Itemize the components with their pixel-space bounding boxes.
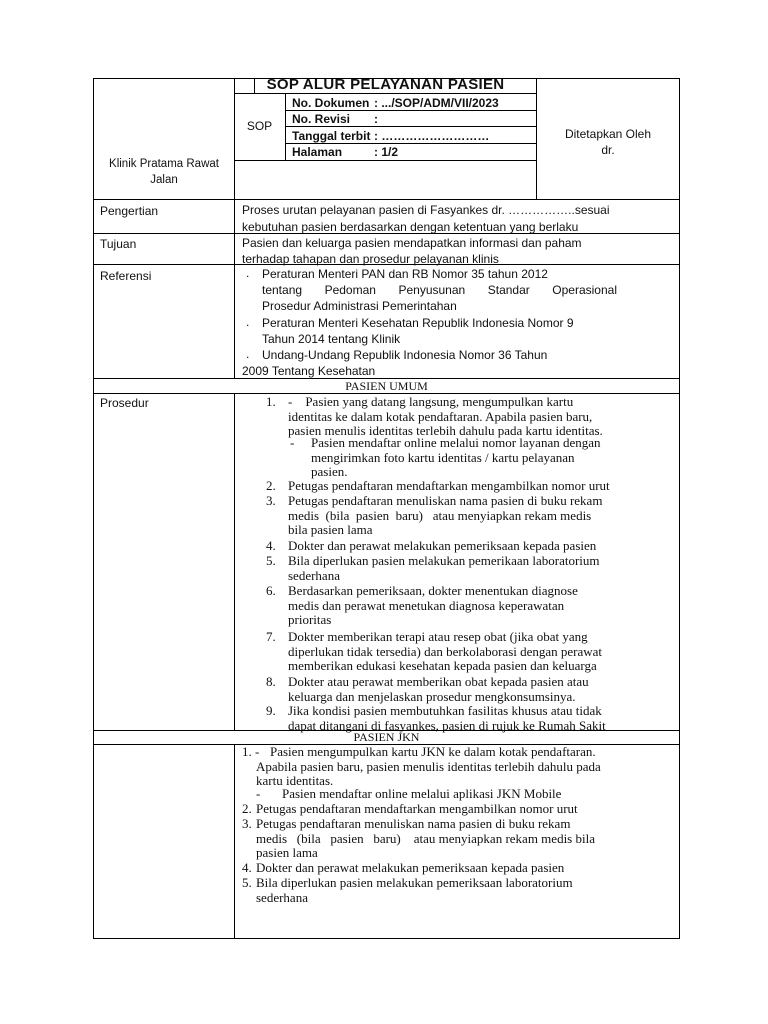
field-value-halaman: : 1/2 xyxy=(374,145,399,159)
umum-step-text: identitas ke dalam kotak pendaftaran. Apabila pasien baru, xyxy=(288,408,593,424)
umum-step-number: 9. xyxy=(266,703,276,718)
umum-step-text: Pasien mendaftar online melalui nomor layanan dengan xyxy=(311,435,601,450)
tujuan-label: Tujuan xyxy=(100,237,137,251)
referensi-item-1-line3: Prosedur Administrasi Pemerintahan xyxy=(262,299,457,313)
umum-step-number: 1. xyxy=(266,394,276,409)
umum-step-text: medis (bila pasien baru) atau menyiapkan rekam medis xyxy=(288,507,592,523)
umum-step-text: Jika kondisi pasien membutuhkan fasilitas khusus atau tidak xyxy=(288,703,602,718)
umum-step-text: medis dan perawat menetukan diagnosa keperawatan xyxy=(288,597,565,613)
tujuan-text-line1: Pasien dan keluarga pasien mendapatkan informasi dan paham xyxy=(242,236,582,250)
umum-step-number: 5. xyxy=(266,553,276,568)
umum-step-text: mengirimkan foto kartu identitas / kartu pelayanan xyxy=(311,449,575,465)
jkn-step-text: medis (bila pasien baru) atau menyiapkan rekam medis bila xyxy=(256,830,595,846)
umum-step-text: Petugas pendaftaran mendaftarkan mengambilkan nomor urut xyxy=(288,478,610,493)
field-value-tanggal-terbit: : ……………………… xyxy=(374,129,490,143)
umum-step-text: Dokter dan perawat melakukan pemeriksaan kepada pasien xyxy=(288,538,597,553)
referensi-bullet-1: . xyxy=(246,266,250,280)
field-value-no-dokumen: : .../SOP/ADM/VII/2023 xyxy=(374,96,499,110)
ditetapkan-dr: dr. xyxy=(601,143,615,157)
jkn-step-number: 2. xyxy=(242,801,252,816)
meta-grid-sop-divider xyxy=(285,93,286,161)
jkn-step-text: Apabila pasien baru, pasien menulis identitas terlebih dahulu pada xyxy=(256,758,601,774)
meta-grid-row1 xyxy=(285,110,537,111)
jkn-step-number: - xyxy=(256,786,261,801)
section-heading-pasien-umum: PASIEN UMUM xyxy=(345,379,428,393)
referensi-label: Referensi xyxy=(100,269,152,283)
referensi-item-1-line1: Peraturan Menteri PAN dan RB Nomor 35 tahun 2012 xyxy=(262,267,548,281)
umum-step-text: Petugas pendaftaran menuliskan nama pasien di buku rekam xyxy=(288,493,603,508)
column-divider-prosedur xyxy=(234,393,235,731)
umum-step-text: - Pasien yang datang langsung, mengumpulkan kartu xyxy=(288,394,574,409)
table-border-left xyxy=(93,78,94,939)
umum-step-text: keluarga dan menjelaskan prosedur mengkonsumsinya. xyxy=(288,688,576,704)
row-divider-header xyxy=(93,199,680,200)
pengertian-label: Pengertian xyxy=(100,204,159,218)
referensi-item-2-line1: Peraturan Menteri Kesehatan Republik Indonesia Nomor 9 xyxy=(262,316,574,330)
field-label-tanggal-terbit: Tanggal terbit xyxy=(292,129,371,143)
jkn-step-text: pasien lama xyxy=(256,845,318,861)
umum-step-number: 7. xyxy=(266,629,276,644)
referensi-bullet-3: . xyxy=(246,347,250,361)
meta-grid-row2 xyxy=(285,126,537,127)
umum-step-text: Berdasarkan pemeriksaan, dokter menentukan diagnose xyxy=(288,583,578,598)
jkn-step-number: 4. xyxy=(242,860,252,875)
field-label-no-dokumen: No. Dokumen xyxy=(292,96,370,110)
jkn-step-text: Petugas pendaftaran menuliskan nama pasien di buku rekam xyxy=(256,816,571,831)
ditetapkan-oleh: Ditetapkan Oleh xyxy=(564,127,652,141)
table-border-right xyxy=(679,78,680,939)
tujuan-text-line2: terhadap tahapan dan prosedur pelayanan klinis xyxy=(242,252,499,266)
referensi-item-1-line2: tentang Pedoman Penyusunan Standar Operasional xyxy=(262,283,617,297)
jkn-step-number: 5. xyxy=(242,875,252,890)
jkn-step-text: sederhana xyxy=(256,889,308,905)
umum-step-number: 8. xyxy=(266,674,276,689)
umum-step-number: 4. xyxy=(266,538,276,553)
umum-step-text: diperlukan tidak tersedia) dan berkolaborasi dengan perawat xyxy=(288,643,603,659)
umum-step-text: Bila diperlukan pasien melakukan pemerikaan laboratorium xyxy=(288,553,600,568)
referensi-item-2-line2: Tahun 2014 tentang Klinik xyxy=(262,332,401,346)
jkn-step-text: kartu identitas. xyxy=(256,773,334,789)
title-box-bottom xyxy=(234,93,537,94)
clinic-name-line2: Jalan xyxy=(150,174,178,186)
jkn-step-text: Dokter dan perawat melakukan pemeriksaan kepada pasien xyxy=(256,860,565,875)
referensi-item-3-line1: Undang-Undang Republik Indonesia Nomor 36 Tahun xyxy=(262,348,548,362)
jkn-step-number: 1. - xyxy=(242,744,260,759)
meta-grid-row3 xyxy=(285,143,537,144)
umum-step-number: 3. xyxy=(266,493,276,508)
jkn-step-text: Pasien mengumpulkan kartu JKN ke dalam kotak pendaftaran. xyxy=(270,744,596,759)
field-label-halaman: Halaman xyxy=(292,145,343,159)
jkn-step-text: Petugas pendaftaran mendaftarkan mengambilkan nomor urut xyxy=(256,801,578,816)
section-heading-pasien-jkn: PASIEN JKN xyxy=(353,730,420,744)
umum-step-text: dapat ditangani di fasyankes, pasien di rujuk ke Rumah Sakit xyxy=(288,717,606,733)
referensi-bullet-2: . xyxy=(246,315,250,329)
sop-label: SOP xyxy=(246,119,273,133)
jkn-step-number: 3. xyxy=(242,816,252,831)
umum-step-text: Dokter atau perawat memberikan obat kepada pasien atau xyxy=(288,674,589,689)
umum-step-text: bila pasien lama xyxy=(288,522,373,538)
meta-grid-bottom xyxy=(234,160,537,161)
umum-step-number: - xyxy=(290,435,295,450)
prosedur-label: Prosedur xyxy=(100,396,149,410)
umum-step-text: Dokter memberikan terapi atau resep obat (jika obat yang xyxy=(288,629,588,644)
referensi-item-3-line2: 2009 Tentang Kesehatan xyxy=(242,364,376,378)
pengertian-text-line2: kebutuhan pasien berdasarkan dengan ketentuan yang berlaku xyxy=(242,220,579,234)
column-divider-jkn xyxy=(234,744,235,939)
umum-step-number: 2. xyxy=(266,478,276,493)
umum-step-text: pasien. xyxy=(311,464,348,480)
umum-step-text: sederhana xyxy=(288,567,340,583)
clinic-name-line1: Klinik Pratama Rawat xyxy=(109,158,219,170)
umum-step-text: memberikan edukasi kesehatan kepada pasien dan keluarga xyxy=(288,658,597,674)
umum-step-text: prioritas xyxy=(288,612,332,628)
jkn-step-text: Bila diperlukan pasien melakukan pemeriksaan laboratorium xyxy=(256,875,573,890)
umum-step-text: pasien menulis identitas terlebih dahulu pada kartu identitas. xyxy=(288,423,603,439)
document-title: SOP ALUR PELAYANAN PASIEN xyxy=(266,76,505,93)
jkn-step-text: Pasien mendaftar online melalui aplikasi JKN Mobile xyxy=(282,786,562,801)
field-label-no-revisi: No. Revisi xyxy=(292,112,351,126)
field-value-no-revisi: : xyxy=(374,112,378,126)
pengertian-text-line1: Proses urutan pelayanan pasien di Fasyankes dr. ……………..sesuai xyxy=(242,203,610,217)
table-border-bottom xyxy=(93,938,680,939)
umum-step-number: 6. xyxy=(266,583,276,598)
